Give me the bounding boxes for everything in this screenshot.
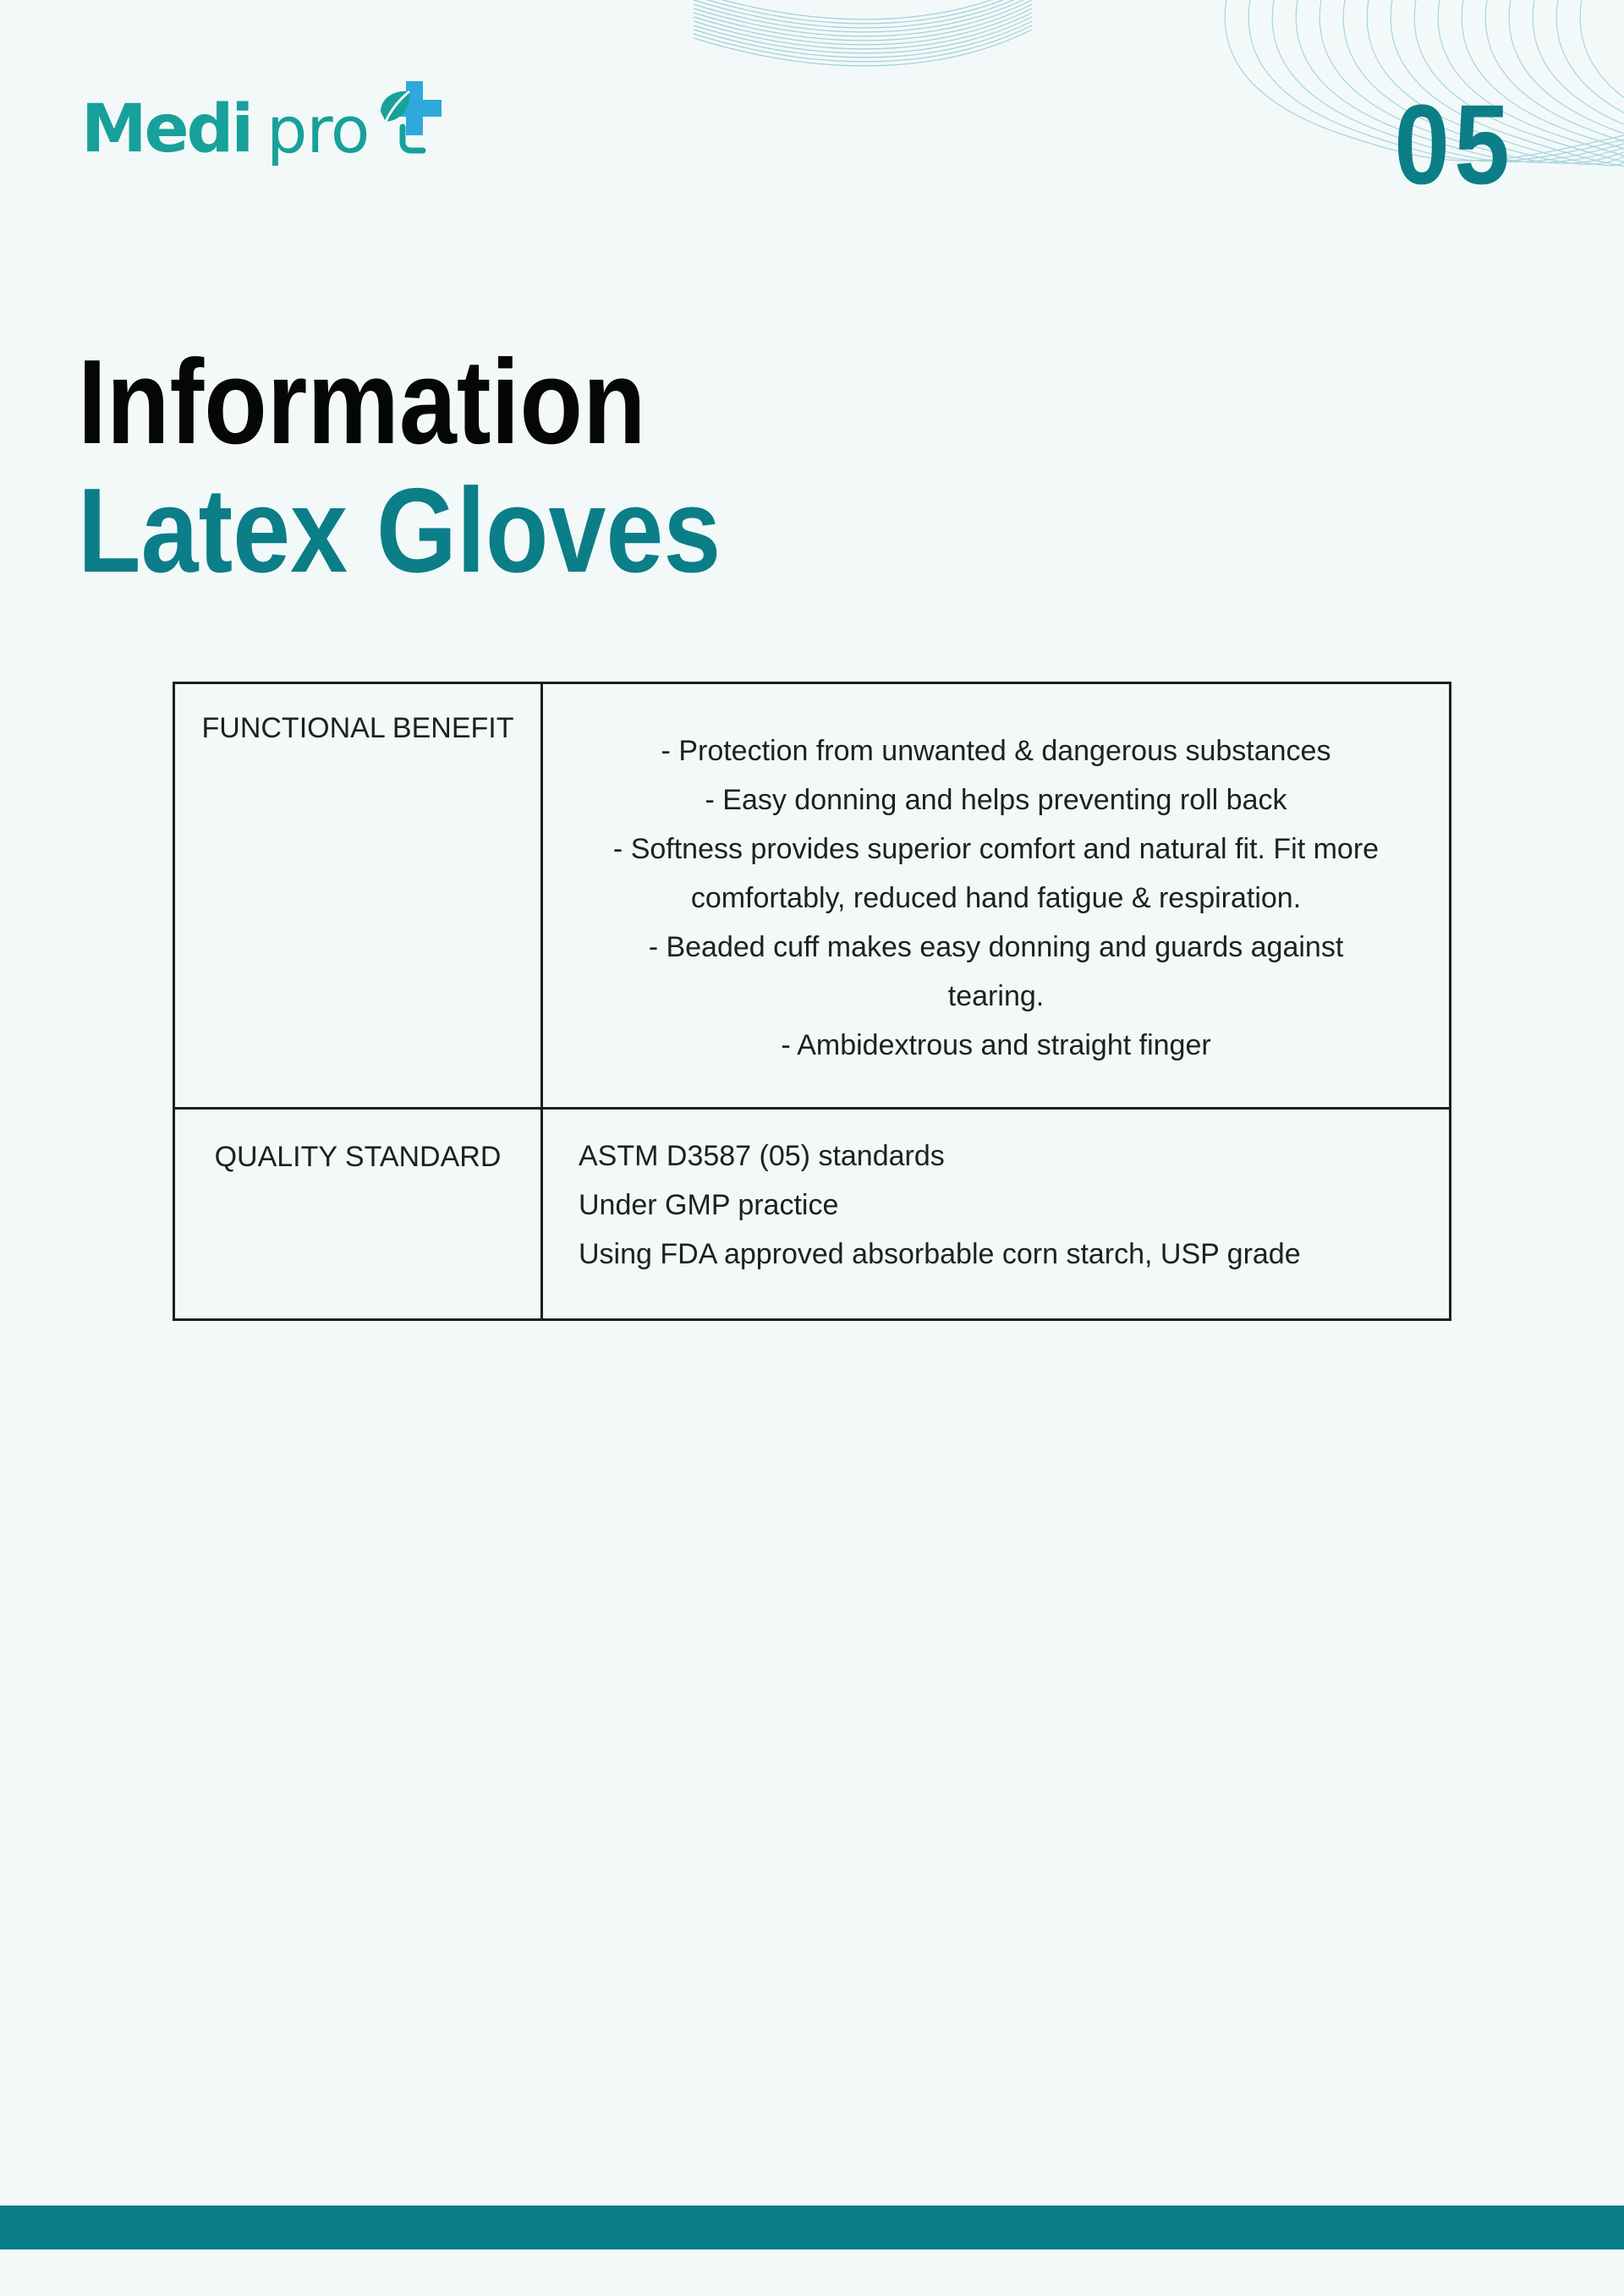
quality-line: Under GMP practice	[579, 1189, 839, 1221]
quality-line: ASTM D3587 (05) standards	[579, 1140, 945, 1172]
page-number: 05	[1394, 82, 1514, 208]
leaf-cross-icon	[374, 78, 452, 156]
benefit-line: - Easy donning and helps preventing roll back	[705, 784, 1287, 816]
benefit-line: - Softness provides superior comfort and natural fit. Fit more	[612, 833, 1380, 865]
logo-text-pro: pro	[266, 92, 370, 167]
row-label-quality-standard: QUALITY STANDARD	[174, 1109, 542, 1320]
logo-text-medi: Medi	[81, 91, 252, 167]
footer-bar	[0, 2206, 1624, 2249]
quality-line: Using FDA approved absorbable corn starch, USP grade	[579, 1238, 1301, 1270]
specification-table	[173, 682, 1451, 1321]
medipro-logo	[81, 78, 452, 167]
benefit-line: - Beaded cuff makes easy donning and guards against	[648, 931, 1344, 963]
table-row	[174, 683, 1451, 1109]
benefit-line: comfortably, reduced hand fatigue & respiration.	[690, 882, 1302, 914]
title-information: Information	[78, 335, 646, 469]
table-row	[174, 1109, 1451, 1320]
benefit-line: tearing.	[947, 980, 1045, 1012]
page-title	[78, 335, 826, 598]
wave-line	[1509, 0, 1624, 186]
benefit-line: - Ambidextrous and straight finger	[781, 1029, 1211, 1061]
benefit-line: - Protection from unwanted & dangerous substances	[661, 735, 1331, 767]
row-label-functional-benefit: FUNCTIONAL BENEFIT	[174, 683, 542, 1109]
title-product-name: Latex Gloves	[78, 463, 721, 598]
quality-standard-cell	[542, 1109, 1451, 1320]
functional-benefit-cell	[542, 683, 1451, 1109]
